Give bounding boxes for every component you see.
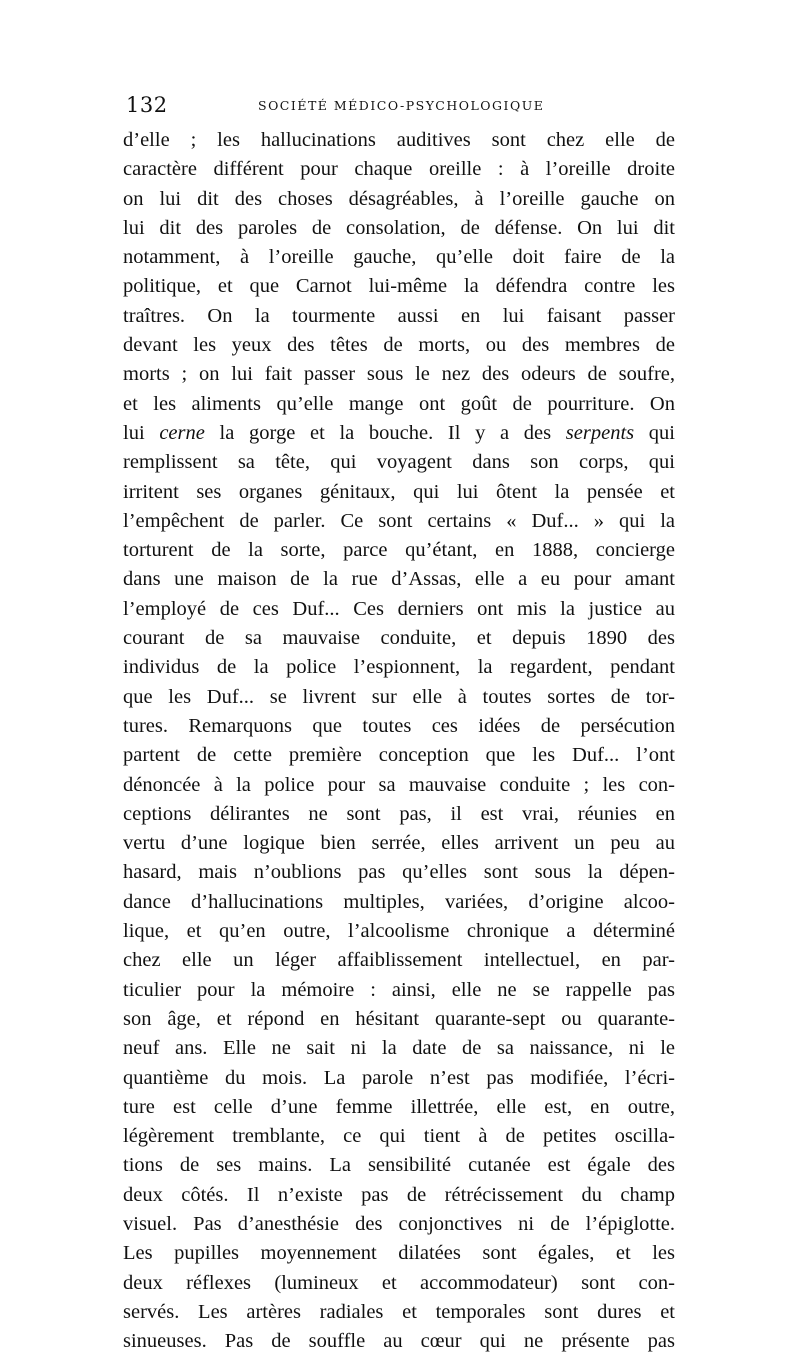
text-line	[123, 331, 675, 360]
text-line	[123, 976, 675, 1005]
text-line	[123, 1327, 675, 1356]
text-segment: visuel. Pas d’anesthésie des conjonctives ni de l’épiglotte.	[123, 1212, 675, 1235]
text-segment: devant les yeux des têtes de morts, ou des membres de	[123, 334, 675, 357]
text-segment: irritent ses organes génitaux, qui lui ôtent la pensée et	[123, 480, 675, 503]
text-segment: l’empêchent de parler. Ce sont certains « Duf... » qui la	[123, 509, 675, 532]
text-segment: lui dit des paroles de consolation, de défense. On lui dit	[123, 216, 675, 239]
text-line	[123, 683, 675, 712]
text-line	[123, 1269, 675, 1298]
text-segment: la gorge et la bouche. Il y a des	[204, 421, 566, 444]
text-segment: neuf ans. Elle ne sait ni la date de sa naissance, ni le	[123, 1037, 675, 1060]
text-segment: remplissent sa tête, qui voyagent dans son corps, qui	[123, 451, 675, 474]
text-segment: son âge, et répond en hésitant quarante-sept ou quarante-	[123, 1007, 675, 1030]
text-segment: sinueuses. Pas de souffle au cœur qui ne présente pas	[123, 1330, 675, 1353]
text-line	[123, 536, 675, 565]
text-line	[123, 302, 675, 331]
text-line	[123, 419, 675, 448]
text-segment: l’employé de ces Duf... Ces derniers ont mis la justice au	[123, 597, 675, 620]
text-segment: et les aliments qu’elle mange ont goût de pourriture. On	[123, 392, 675, 415]
text-line	[123, 155, 675, 184]
text-segment: dénoncée à la police pour sa mauvaise conduite ; les con-	[123, 773, 675, 796]
running-head	[123, 93, 675, 123]
text-segment: quantième du mois. La parole n’est pas modifiée, l’écri-	[123, 1066, 675, 1089]
text-line	[123, 712, 675, 741]
text-segment: partent de cette première conception que les Duf... l’ont	[123, 744, 675, 767]
text-line	[123, 771, 675, 800]
text-segment: politique, et que Carnot lui-même la défendra contre les	[123, 275, 675, 298]
text-segment: qui	[634, 421, 675, 444]
text-line	[123, 741, 675, 770]
text-segment: courant de sa mauvaise conduite, et depuis 1890 des	[123, 627, 675, 650]
text-line	[123, 1122, 675, 1151]
text-line	[123, 507, 675, 536]
text-segment: vertu d’une logique bien serrée, elles arrivent un peu au	[123, 832, 675, 855]
text-line	[123, 946, 675, 975]
text-segment: lique, et qu’en outre, l’alcoolisme chronique a déterminé	[123, 920, 675, 943]
text-line	[123, 1210, 675, 1239]
text-line	[123, 917, 675, 946]
text-segment: dance d’hallucinations multiples, variées, d’origine alcoo-	[123, 890, 675, 913]
text-line	[123, 565, 675, 594]
text-segment: tions de ses mains. La sensibilité cutanée est égale des	[123, 1154, 675, 1177]
text-line	[123, 1064, 675, 1093]
text-segment: traîtres. On la tourmente aussi en lui faisant passer	[123, 304, 675, 327]
text-line	[123, 1298, 675, 1327]
italic-word: serpents	[565, 421, 635, 444]
text-line	[123, 243, 675, 272]
text-line	[123, 1005, 675, 1034]
text-line	[123, 390, 675, 419]
text-line	[123, 272, 675, 301]
text-segment: chez elle un léger affaiblissement intellectuel, en par-	[123, 949, 675, 972]
body-text	[123, 126, 675, 1356]
page-number: 132	[126, 93, 168, 117]
text-line	[123, 1239, 675, 1268]
text-segment: dans une maison de la rue d’Assas, elle a eu pour amant	[123, 568, 675, 591]
text-line	[123, 214, 675, 243]
text-line	[123, 858, 675, 887]
text-line	[123, 829, 675, 858]
text-segment: servés. Les artères radiales et temporales sont dures et	[123, 1300, 675, 1323]
text-line	[123, 448, 675, 477]
text-line	[123, 360, 675, 389]
text-line	[123, 1093, 675, 1122]
text-line	[123, 653, 675, 682]
text-segment: torturent de la sorte, parce qu’étant, en 1888, concierge	[123, 539, 675, 562]
text-segment: individus de la police l’espionnent, la regardent, pendant	[123, 656, 675, 679]
text-segment: ticulier pour la mémoire : ainsi, elle ne se rappelle pas	[123, 978, 675, 1001]
text-segment: ceptions délirantes ne sont pas, il est vrai, réunies en	[123, 802, 675, 825]
text-line	[123, 1151, 675, 1180]
text-line	[123, 800, 675, 829]
text-segment: que les Duf... se livrent sur elle à toutes sortes de tor-	[123, 685, 675, 708]
text-segment: tures. Remarquons que toutes ces idées de persécution	[123, 714, 675, 737]
text-line	[123, 888, 675, 917]
text-segment: deux réflexes (lumineux et accommodateur) sont con-	[123, 1271, 675, 1294]
document-page	[123, 93, 675, 1356]
text-line	[123, 1034, 675, 1063]
text-line	[123, 1181, 675, 1210]
text-line	[123, 478, 675, 507]
text-segment: notamment, à l’oreille gauche, qu’elle doit faire de la	[123, 246, 675, 269]
text-segment: on lui dit des choses désagréables, à l’oreille gauche on	[123, 187, 675, 210]
text-segment: caractère différent pour chaque oreille : à l’oreille droite	[123, 158, 675, 181]
text-segment: légèrement tremblante, ce qui tient à de petites oscilla-	[123, 1125, 675, 1148]
text-segment: d’elle ; les hallucinations auditives sont chez elle de	[123, 129, 675, 151]
italic-word: cerne	[159, 421, 205, 444]
text-line	[123, 624, 675, 653]
text-segment: morts ; on lui fait passer sous le nez des odeurs de soufre,	[123, 363, 675, 386]
text-line	[123, 126, 675, 155]
text-segment: deux côtés. Il n’existe pas de rétrécissement du champ	[123, 1183, 675, 1206]
text-line	[123, 185, 675, 214]
text-segment: hasard, mais n’oublions pas qu’elles sont sous la dépen-	[123, 861, 675, 884]
text-segment: ture est celle d’une femme illettrée, elle est, en outre,	[123, 1095, 675, 1118]
text-segment: Les pupilles moyennement dilatées sont égales, et les	[123, 1242, 675, 1265]
text-line	[123, 595, 675, 624]
text-segment: lui	[123, 421, 160, 444]
running-title: SOCIÉTÉ MÉDICO-PSYCHOLOGIQUE	[258, 98, 545, 113]
